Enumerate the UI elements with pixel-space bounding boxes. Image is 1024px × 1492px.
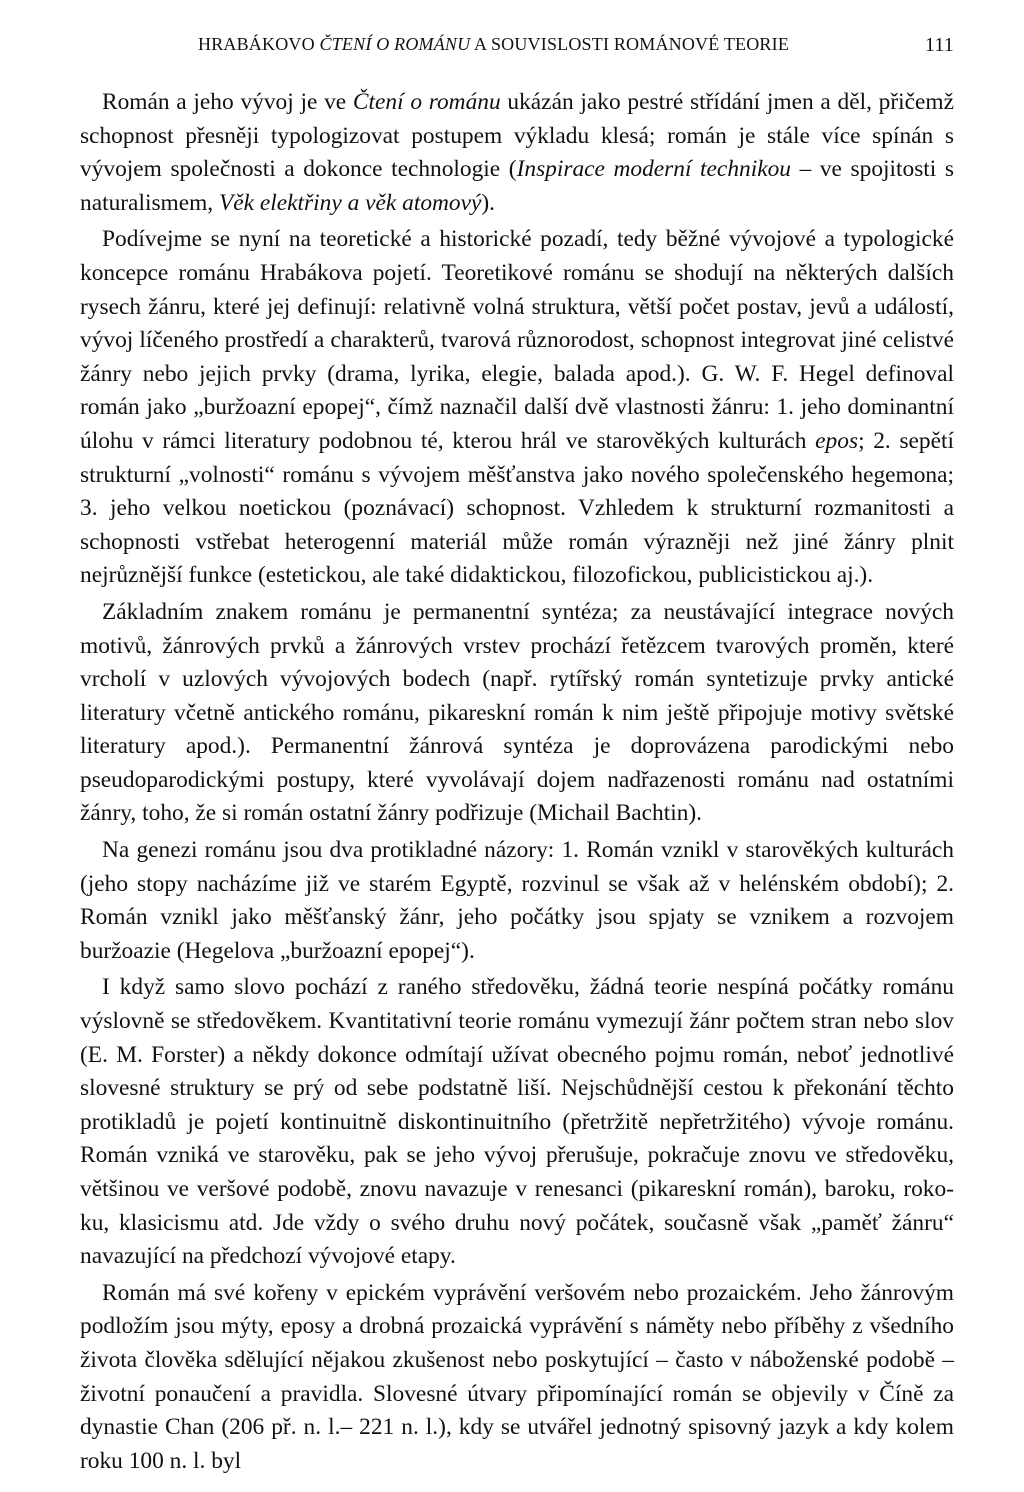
- paragraph: [80, 596, 954, 831]
- text-run: Základním znakem románu je permanentní syntéza; za neustávající integrace nových motivů, žánrových prvků a žánrových vrstev prochází řetězcem tvarových proměn, které vrcholí v uzlových vývojových bodech (např. rytířský román syntetizuje prvky antické literatury včetně antického románu, pikareskní román k nim ještě připojuje motivy světské literatury apod.). Permanentní žánrová syntéza je doprovázena parodickými nebo pseudoparodickými postupy, které vyvolávají dojem nadřazenosti románu nad ostatními žánry, toho, že si román ostatní žánry podřizuje (Michail Bachtin).: [80, 598, 954, 827]
- text-run: I když samo slovo pochází z raného středověku, žádná teorie nespíná počátky románu výslovně se středověkem. Kvantitativní teorie románu vymezují žánr počtem stran nebo slov (E. M. Forster) a někdy dokonce odmítají užívat obecného pojmu román, neboť jednotlivé slovesné struktury se prý od sebe podstatně liší. Nejschůdnější cestou k překonání těchto protikladů je pojetí kontinuitně diskontinuitního (přetržitě nepřetržitého) vývoje románu. Román vzniká ve starověku, pak se jeho vývoj přerušuje, pokračuje znovu ve středověku, většinou ve veršové podobě, znovu navazuje v renesanci (pikareskní román), baroku, rokoku, klasicismu atd. Jde vždy o svého druhu nový počátek, současně však „paměť žánru“ navazující na předchozí vývojové etapy.: [80, 974, 954, 1270]
- paragraph: [80, 971, 954, 1273]
- text-run: Na genezi románu jsou dva protikladné názory: 1. Román vznikl v starověkých kulturách (jeho stopy nacházíme již ve starém Egyptě, rozvinul se však až v helénském období); 2. Román vznikl jako měšťanský žánr, jeho počátky jsou spjaty se vznikem a rozvojem buržoazie (Hegelova „buržoazní epopej“).: [80, 837, 954, 964]
- page-number: 111: [924, 34, 954, 56]
- italic-text: Inspirace moderní technikou: [516, 156, 791, 183]
- running-head: [80, 34, 954, 64]
- text-run: Román a jeho vývoj je ve: [102, 89, 353, 115]
- italic-text: Čtení o románu: [352, 89, 501, 115]
- paragraph: [80, 223, 954, 593]
- text-run: ukázán jako pestré střídání jmen a děl, přičemž schopnost přesněji typologizovat postupem výkladu klesá; román je stále více spínán s vývojem společnosti a dokonce technologie (: [80, 89, 954, 183]
- italic-text: Věk elektřiny a věk atomový: [219, 189, 482, 216]
- book-page: [80, 34, 954, 1481]
- paragraph: [80, 834, 954, 968]
- running-head-title: HRABÁKOVO ČTENÍ O ROMÁNU A SOUVISLOSTI ROMÁNOVÉ TEORIE: [198, 34, 790, 54]
- text-run: ; 2. sepětí strukturní „volnosti“ románu s vývojem měšťanstva jako nového společenského hegemona; 3. jeho velkou noetickou (poznávací) schopnost. Vzhledem k strukturní rozmanitosti a schopnosti vstřebat heterogenní materiál může román výrazněji než jiné žánry plnit nejrůznější funkce (estetickou, ale také didaktickou, filozofickou, publicistickou aj.).: [80, 427, 955, 589]
- paragraph: [80, 86, 954, 220]
- running-head-title-italic: ČTENÍ O ROMÁNU: [319, 34, 471, 54]
- paragraph: [80, 1277, 954, 1479]
- text-run: – ve spojitosti s naturalismem,: [80, 156, 954, 216]
- body-text: [80, 86, 954, 1478]
- text-run: ).: [481, 189, 496, 216]
- text-run: Román má své kořeny v epickém vyprávění veršovém nebo prozaickém. Jeho žánrovým podložím jsou mýty, eposy a drobná prozaická vyprávění s náměty nebo příběhy z všedního života člověka sdělující nějakou zkušenost nebo poskytující – často v náboženské podobě – životní ponaučení a pravidla. Slovesné útvary připomínající román se objevily v Číně za dynastie Chan (206 př. n. l.– 221 n. l.), kdy se utvářel jednotný spisovný jazyk a kdy kolem roku 100 n. l. byl: [80, 1279, 954, 1474]
- italic-text: epos: [815, 427, 859, 454]
- text-run: Podívejme se nyní na teoretické a historické pozadí, tedy běžné vývojové a typologické koncepce románu Hrabákova pojetí. Teoretikové románu se shodují na některých dalších rysech žánru, které jej definují: relativně volná struktura, větší počet postav, jevů a událostí, vývoj líčeného prostředí a charakterů, tvarová různorodost, schopnost integrovat jiné celistvé žánry nebo jejich prvky (drama, lyrika, elegie, balada apod.). G. W. F. Hegel definoval román jako „buržoazní epopej“, čímž naznačil další dvě vlastnosti žánru: 1. jeho dominantní úlohu v rámci literatury podobnou té, kterou hrál ve starověkých kulturách: [80, 226, 954, 454]
